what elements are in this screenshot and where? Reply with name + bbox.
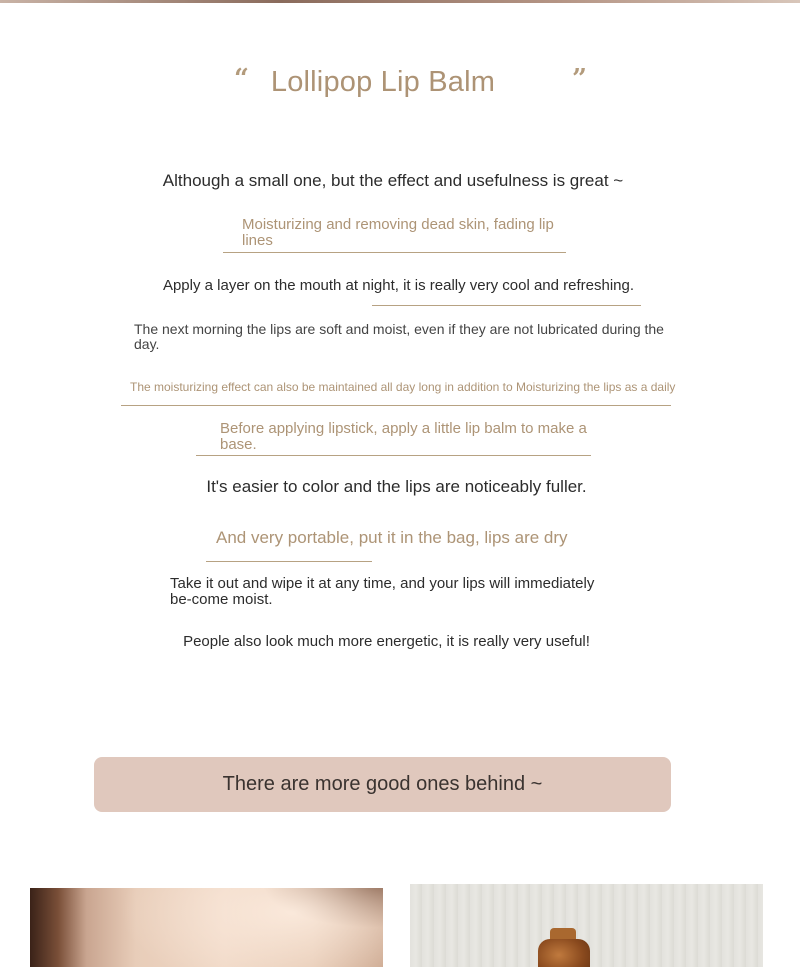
close-quote-mark: ”	[572, 64, 587, 94]
underline-rule	[206, 561, 372, 562]
more-products-label: There are more good ones behind ~	[222, 773, 543, 795]
text-line-6: Before applying lipstick, apply a little lip balm to make a base.	[220, 420, 587, 453]
more-products-banner[interactable]	[94, 757, 671, 812]
product-thumbnail-right[interactable]	[410, 884, 763, 967]
page-title: Lollipop Lip Balm	[270, 66, 496, 98]
text-line-3: Apply a layer on the mouth at night, it is really very cool and refreshing.	[162, 277, 635, 294]
thumbnail-shading	[263, 888, 383, 928]
text-line-5: The moisturizing effect can also be maintained all day long in addition to Moisturizing the lips as a daily	[130, 380, 676, 394]
bottle-shape	[538, 939, 590, 967]
top-image-strip	[0, 0, 800, 3]
text-line-4: The next morning the lips are soft and moist, even if they are not lubricated during the day.	[134, 321, 664, 352]
text-line-1: Although a small one, but the effect and usefulness is great ~	[162, 171, 624, 190]
product-thumbnail-left[interactable]	[30, 888, 383, 967]
text-line-8: And very portable, put it in the bag, lips are dry	[216, 528, 568, 547]
text-line-10: People also look much more energetic, it is really very useful!	[183, 633, 590, 650]
open-quote-mark: “	[234, 64, 249, 94]
text-line-7: It's easier to color and the lips are noticeably fuller.	[206, 477, 587, 496]
text-line-2: Moisturizing and removing dead skin, fading lip lines	[242, 216, 554, 249]
underline-rule	[121, 405, 671, 406]
underline-rule	[372, 305, 641, 306]
text-line-9: Take it out and wipe it at any time, and your lips will immediately be-come moist.	[170, 575, 595, 608]
underline-rule	[223, 252, 566, 253]
underline-rule	[196, 455, 591, 456]
